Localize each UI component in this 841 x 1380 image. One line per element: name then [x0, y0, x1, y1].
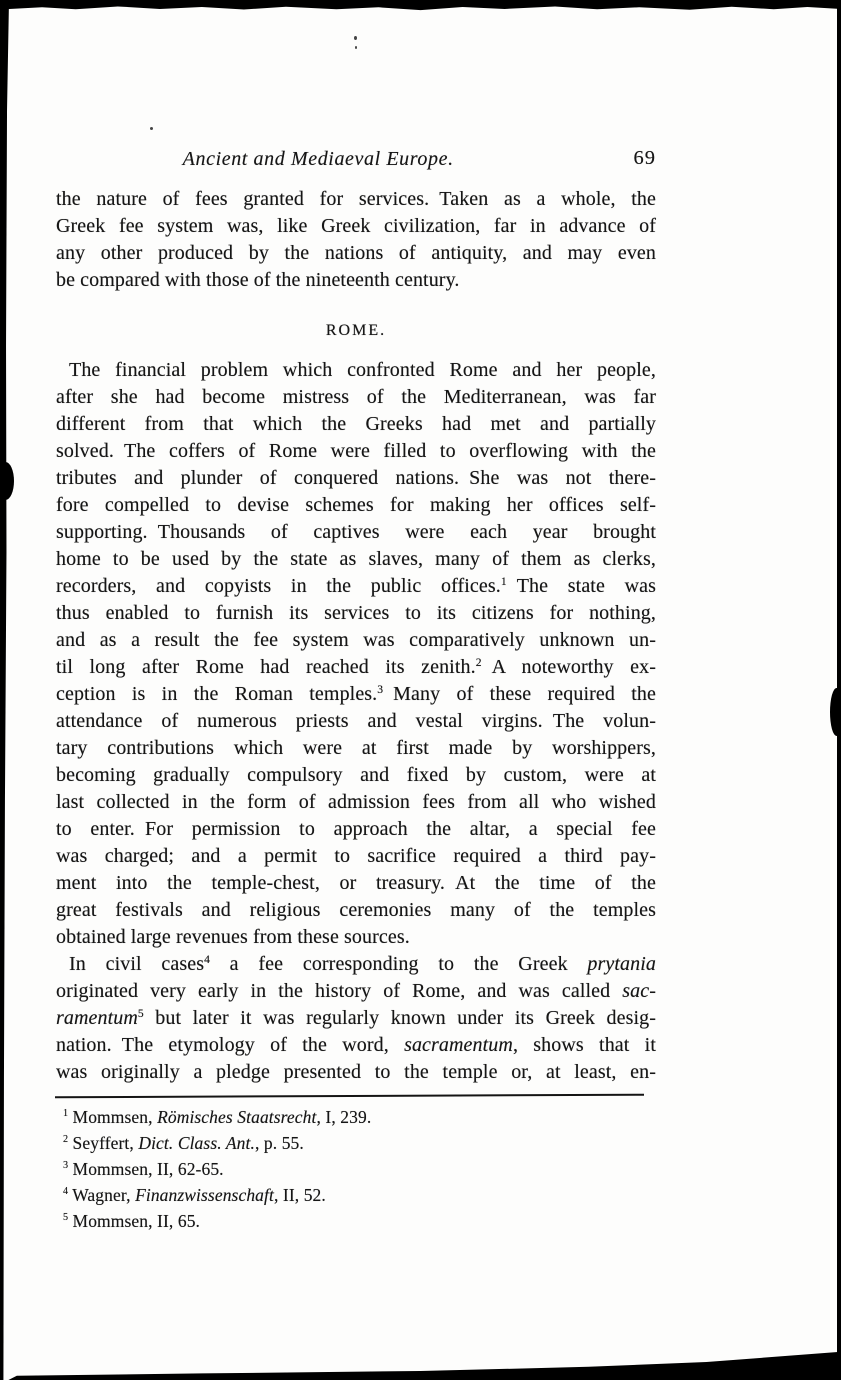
text-line: ception is in the Roman temples.$^3$ Many of these required the	[56, 683, 656, 705]
paragraph-civil-cases	[56, 951, 656, 1086]
scan-artifact-bottom-edge	[0, 1350, 841, 1380]
text-line: great festivals and religious ceremonies many of the temples	[56, 899, 656, 921]
text-line: was charged; and a permit to sacrifice required a third pay-	[56, 845, 656, 867]
paragraph-greek-fees-continuation	[56, 186, 656, 294]
text-line: obtained large revenues from these sources.	[56, 926, 410, 948]
page-number: 69	[633, 147, 656, 169]
running-header	[56, 148, 656, 178]
text-line: tributes and plunder of conquered nations. She was not there-	[56, 467, 656, 489]
text-line: to enter. For permission to approach the altar, a special fee	[56, 818, 656, 840]
scan-speck	[354, 36, 357, 40]
scan-artifact-left-edge	[0, 0, 9, 1380]
text-line: $^1$ Mommsen, Römisches Staatsrecht, I, 239.	[63, 1107, 372, 1127]
text-line: and as a result the fee system was comparatively unknown un-	[56, 629, 656, 651]
section-heading-rome: ROME.	[325, 322, 387, 339]
scan-speck	[150, 127, 153, 130]
text-line: tary contributions which were at first made by worshippers,	[56, 737, 656, 759]
text-line: last collected in the form of admission fees from all who wished	[56, 791, 656, 813]
text-line: Greek fee system was, like Greek civilization, far in advance of	[56, 215, 656, 237]
scan-speck	[355, 46, 357, 49]
scan-artifact-right-blob	[830, 688, 841, 736]
text-line: The financial problem which confronted Rome and her people,	[69, 359, 656, 381]
text-line: the nature of fees granted for services. Taken as a whole, the	[56, 188, 656, 210]
scan-artifact-left-blob	[0, 462, 14, 500]
text-line: ment into the temple-chest, or treasury. At the time of the	[56, 872, 656, 894]
scan-artifact-right-edge	[837, 8, 841, 1360]
text-line: solved. The coffers of Rome were filled to overflowing with the	[56, 440, 656, 462]
text-line: nation. The etymology of the word, sacramentum, shows that it	[56, 1034, 656, 1056]
text-line: was originally a pledge presented to the temple or, at least, en-	[56, 1061, 656, 1083]
running-header-title: Ancient and Mediaeval Europe.	[182, 148, 454, 170]
text-line: recorders, and copyists in the public offices.$^1$ The state was	[56, 575, 656, 597]
text-line: any other produced by the nations of antiquity, and may even	[56, 242, 656, 264]
text-line: home to be used by the state as slaves, many of them as clerks,	[56, 548, 656, 570]
footnotes-block	[56, 1104, 656, 1234]
text-line: $^5$ Mommsen, II, 65.	[63, 1211, 201, 1231]
footnote-separator-rule	[55, 1094, 644, 1099]
text-line: attendance of numerous priests and vestal virgins. The volun-	[56, 710, 656, 732]
text-line: becoming gradually compulsory and fixed by custom, were at	[56, 764, 656, 786]
text-line: be compared with those of the nineteenth century.	[56, 269, 460, 291]
text-line: til long after Rome had reached its zenith.$^2$ A noteworthy ex-	[56, 656, 656, 678]
text-line: originated very early in the history of Rome, and was called sac-	[56, 980, 656, 1002]
text-line: fore compelled to devise schemes for making her offices self-	[56, 494, 656, 516]
text-line: after she had become mistress of the Mediterranean, was far	[56, 386, 656, 408]
paragraph-rome-finances	[56, 357, 656, 951]
text-line: different from that which the Greeks had met and partially	[56, 413, 656, 435]
text-line: thus enabled to furnish its services to its citizens for nothing,	[56, 602, 656, 624]
text-line: supporting. Thousands of captives were each year brought	[56, 521, 656, 543]
text-line: ramentum$^5$ but later it was regularly known under its Greek desig-	[56, 1007, 656, 1029]
text-line: $^3$ Mommsen, II, 62-65.	[63, 1159, 224, 1179]
text-line: $^2$ Seyffert, Dict. Class. Ant., p. 55.	[63, 1133, 304, 1153]
scan-artifact-top-edge	[0, 0, 841, 14]
text-line: $^4$ Wagner, Finanzwissenschaft, II, 52.	[63, 1185, 326, 1205]
text-line: In civil cases$^4$ a fee corresponding to the Greek prytania	[69, 953, 656, 975]
